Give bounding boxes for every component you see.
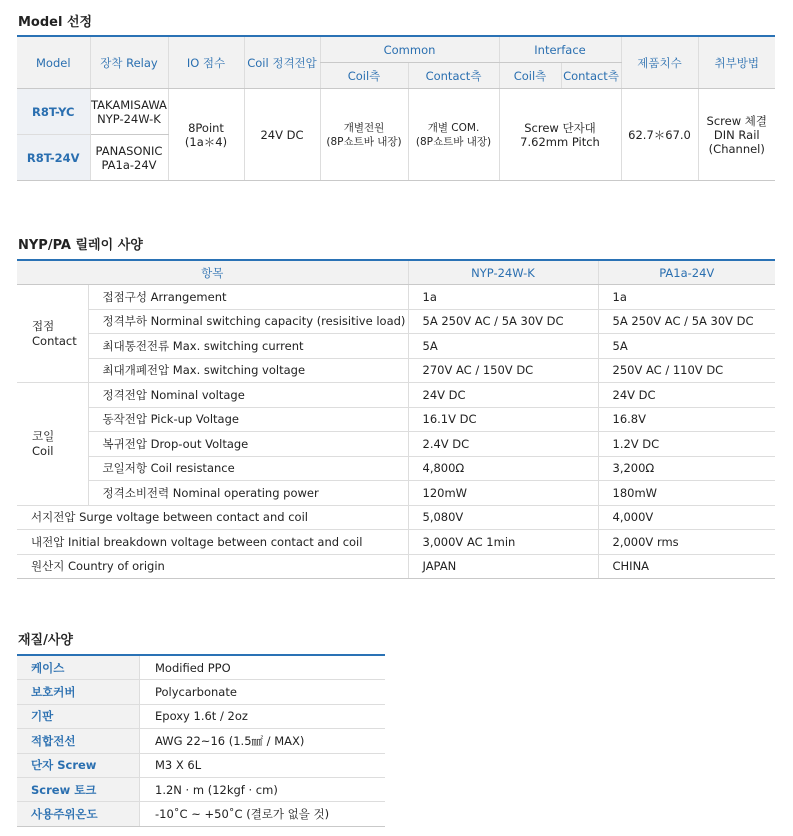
- mounting-line2: DIN Rail: [713, 127, 760, 142]
- spec-value-pa: 2,000V rms: [598, 530, 775, 555]
- relay-cell: [90, 89, 168, 135]
- header-size: 제품치수: [621, 36, 698, 89]
- group-coil-ko: 코일: [32, 428, 55, 443]
- header-nyp: NYP-24W-K: [408, 260, 598, 285]
- common-coil-line2: (8P쇼트바 내장): [326, 135, 402, 148]
- header-pa: PA1a-24V: [598, 260, 775, 285]
- spec-value-nyp: 2.4V DC: [408, 432, 598, 457]
- header-mounting: 취부방법: [698, 36, 775, 89]
- section-title-relay-spec: NYP/PA 릴레이 사양: [18, 238, 143, 253]
- spec-value-nyp: 120mW: [408, 481, 598, 506]
- header-common-coil: Coil측: [320, 63, 408, 89]
- material-table: [17, 654, 385, 827]
- spec-value-pa: 180mW: [598, 481, 775, 506]
- mounting-cell: [698, 89, 775, 181]
- spec-label: 내전압 Initial breakdown voltage between contact and coil: [17, 530, 408, 555]
- spec-value-nyp: 16.1V DC: [408, 407, 598, 432]
- spec-value-pa: 16.8V: [598, 407, 775, 432]
- spec-value-nyp: 4,800Ω: [408, 456, 598, 481]
- group-contact-en: Contact: [32, 333, 77, 348]
- group-coil-en: Coil: [32, 443, 54, 458]
- material-value: AWG 22~16 (1.5㎟ / MAX): [140, 729, 386, 753]
- spec-label: 최대통전전류 Max. switching current: [88, 334, 408, 359]
- io-points-detail: (1a＊4): [184, 134, 228, 149]
- material-key: 케이스: [17, 655, 140, 680]
- spec-value-pa: 3,200Ω: [598, 456, 775, 481]
- spec-value-pa: 1.2V DC: [598, 432, 775, 457]
- interface-line2: 7.62mm Pitch: [520, 134, 600, 149]
- relay-cell: [90, 135, 168, 181]
- spec-label: 복귀전압 Drop-out Voltage: [88, 432, 408, 457]
- spec-value-nyp: JAPAN: [408, 554, 598, 579]
- spec-label: 코일저항 Coil resistance: [88, 456, 408, 481]
- spec-label: 접점구성 Arrangement: [88, 285, 408, 310]
- spec-value-nyp: 5A 250V AC / 5A 30V DC: [408, 309, 598, 334]
- header-model: Model: [17, 36, 90, 89]
- model-selection-table: [17, 35, 775, 181]
- header-io-points: IO 점수: [168, 36, 244, 89]
- io-points-value: 8Point: [188, 120, 224, 135]
- coil-voltage-cell: 24V DC: [244, 89, 320, 181]
- header-relay: 장착 Relay: [90, 36, 168, 89]
- common-coil-cell: [320, 89, 408, 181]
- material-value: -10˚C ~ +50˚C (결로가 없을 것): [140, 802, 386, 826]
- material-key: 적합전선: [17, 729, 140, 753]
- spec-label: 정격전압 Nominal voltage: [88, 383, 408, 408]
- spec-label: 정격소비전력 Nominal operating power: [88, 481, 408, 506]
- spec-value-nyp: 5,080V: [408, 505, 598, 530]
- section-title-model-selection: Model 선정: [18, 15, 93, 30]
- spec-label: 정격부하 Norminal switching capacity (resisitive load): [88, 309, 408, 334]
- spec-value-pa: CHINA: [598, 554, 775, 579]
- group-contact-ko: 접점: [32, 318, 55, 333]
- relay-spec-table: [17, 259, 775, 579]
- header-item: 항목: [17, 260, 408, 285]
- material-value: Epoxy 1.6t / 2oz: [140, 704, 386, 728]
- io-points-cell: [168, 89, 244, 181]
- header-common-contact: Contact측: [408, 63, 499, 89]
- relay-part: NYP-24W-K: [97, 111, 161, 126]
- spec-value-pa: 4,000V: [598, 505, 775, 530]
- spec-value-nyp: 1a: [408, 285, 598, 310]
- spec-value-nyp: 24V DC: [408, 383, 598, 408]
- material-value: 1.2N · m (12kgf · cm): [140, 777, 386, 801]
- spec-label: 원산지 Country of origin: [17, 554, 408, 579]
- spec-label: 서지전압 Surge voltage between contact and coil: [17, 505, 408, 530]
- common-contact-cell: [408, 89, 499, 181]
- mounting-line3: (Channel): [708, 141, 765, 156]
- common-coil-line1: 개별전원: [343, 121, 385, 134]
- spec-value-nyp: 3,000V AC 1min: [408, 530, 598, 555]
- common-contact-line1: 개별 COM.: [427, 121, 480, 134]
- material-value: M3 X 6L: [140, 753, 386, 777]
- spec-label: 동작전압 Pick-up Voltage: [88, 407, 408, 432]
- material-key: 기판: [17, 704, 140, 728]
- material-key: 보호커버: [17, 680, 140, 704]
- spec-value-pa: 5A 250V AC / 5A 30V DC: [598, 309, 775, 334]
- header-interface-coil: Coil측: [499, 63, 561, 89]
- spec-value-pa: 5A: [598, 334, 775, 359]
- relay-maker: PANASONIC: [95, 143, 163, 158]
- model-cell: R8T-24V: [17, 135, 90, 181]
- material-key: 단자 Screw: [17, 753, 140, 777]
- common-contact-line2: (8P쇼트바 내장): [415, 135, 492, 148]
- interface-cell: [499, 89, 621, 181]
- header-coil-voltage: Coil 정격전압: [244, 36, 320, 89]
- interface-line1: Screw 단자대: [524, 120, 596, 135]
- section-title-material: 재질/사양: [18, 633, 73, 648]
- spec-value-pa: 250V AC / 110V DC: [598, 358, 775, 383]
- model-cell: R8T-YC: [17, 89, 90, 135]
- material-value: Modified PPO: [140, 655, 386, 680]
- spec-label: 최대개폐전압 Max. switching voltage: [88, 358, 408, 383]
- relay-maker: TAKAMISAWA: [91, 97, 167, 112]
- group-contact: [17, 285, 88, 383]
- material-value: Polycarbonate: [140, 680, 386, 704]
- size-cell: 62.7＊67.0: [621, 89, 698, 181]
- mounting-line1: Screw 체결: [706, 113, 767, 128]
- header-interface-contact: Contact측: [561, 63, 621, 89]
- relay-part: PA1a-24V: [101, 157, 157, 172]
- header-interface: Interface: [499, 36, 621, 63]
- spec-value-nyp: 5A: [408, 334, 598, 359]
- material-key: 사용주위온도: [17, 802, 140, 826]
- group-coil: [17, 383, 88, 506]
- spec-value-pa: 24V DC: [598, 383, 775, 408]
- material-key: Screw 토크: [17, 777, 140, 801]
- header-common: Common: [320, 36, 499, 63]
- spec-value-pa: 1a: [598, 285, 775, 310]
- spec-value-nyp: 270V AC / 150V DC: [408, 358, 598, 383]
